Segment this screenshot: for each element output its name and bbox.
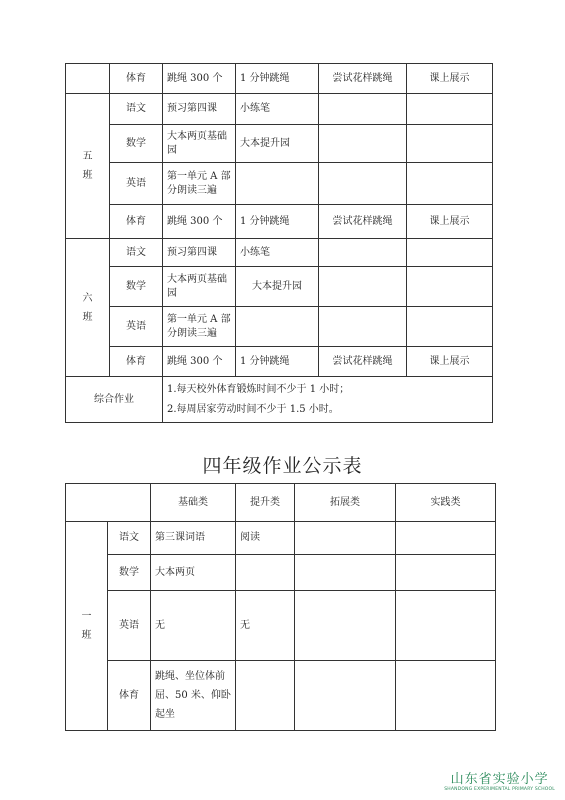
subject-cell: 语文 [110, 239, 163, 267]
summary-line: 2.每周居家劳动时间不少于 1.5 小时。 [167, 403, 339, 415]
subject-cell: 英语 [110, 163, 163, 205]
improve-cell: 1 分钟跳绳 [236, 347, 319, 377]
practice-cell [407, 307, 493, 347]
practice-cell: 课上展示 [407, 347, 493, 377]
subject-cell: 语文 [110, 94, 163, 125]
practice-cell [407, 267, 493, 307]
basic-cell: 预习第四课 [163, 94, 236, 125]
extend-cell: 尝试花样跳绳 [319, 205, 407, 239]
subject-cell: 体育 [108, 661, 151, 731]
improve-cell: 小练笔 [236, 239, 319, 267]
extend-cell: 尝试花样跳绳 [319, 347, 407, 377]
extend-cell [295, 661, 396, 731]
basic-cell: 无 [151, 591, 236, 661]
improve-cell [236, 661, 295, 731]
table-row [66, 125, 493, 163]
table-row [66, 267, 493, 307]
basic-cell: 跳绳、坐位体前屈、50 米、仰卧起坐 [151, 661, 236, 731]
table-row [66, 94, 493, 125]
basic-cell: 第三课词语 [151, 522, 236, 555]
basic-cell: 大本两页基础园 [163, 267, 236, 307]
practice-cell [396, 661, 496, 731]
improve-cell: 大本提升园 [236, 125, 319, 163]
improve-cell: 无 [236, 591, 295, 661]
practice-cell [407, 239, 493, 267]
school-logo-en: SHANDONG EXPERIMENTAL PRIMARY SCHOOL [444, 787, 555, 792]
header-cell [66, 484, 151, 522]
basic-cell: 第一单元 A 部分朗读三遍 [163, 163, 236, 205]
basic-cell: 跳绳 300 个 [163, 205, 236, 239]
extend-cell [295, 555, 396, 591]
table-header-row [66, 484, 496, 522]
practice-cell: 课上展示 [407, 64, 493, 94]
class-label: 五 班 [66, 94, 110, 239]
basic-cell: 跳绳 300 个 [163, 347, 236, 377]
summary-content [163, 377, 493, 423]
basic-cell: 大本两页基础园 [163, 125, 236, 163]
practice-cell [407, 125, 493, 163]
practice-cell [396, 522, 496, 555]
summary-line: 1.每天校外体育锻炼时间不少于 1 小时； [167, 384, 350, 395]
improve-cell: 阅读 [236, 522, 295, 555]
practice-cell [407, 163, 493, 205]
improve-cell [236, 307, 319, 347]
header-cell: 提升类 [236, 484, 295, 522]
table-row [66, 555, 496, 591]
improve-cell: 1 分钟跳绳 [236, 64, 319, 94]
subject-cell: 体育 [110, 347, 163, 377]
extend-cell: 尝试花样跳绳 [319, 64, 407, 94]
improve-cell: 1 分钟跳绳 [236, 205, 319, 239]
subject-cell: 英语 [108, 591, 151, 661]
header-cell: 实践类 [396, 484, 496, 522]
basic-cell: 跳绳 300 个 [163, 64, 236, 94]
extend-cell [295, 522, 396, 555]
subject-cell: 数学 [110, 125, 163, 163]
table-row [66, 163, 493, 205]
extend-cell [319, 267, 407, 307]
subject-cell: 英语 [110, 307, 163, 347]
extend-cell [319, 307, 407, 347]
subject-cell: 语文 [108, 522, 151, 555]
practice-cell [407, 94, 493, 125]
school-logo-cn: 山东省实验小学 [450, 772, 549, 787]
header-cell: 拓展类 [295, 484, 396, 522]
improve-cell: 大本提升园 [236, 267, 319, 307]
header-cell: 基础类 [151, 484, 236, 522]
subject-cell: 数学 [108, 555, 151, 591]
improve-cell: 小练笔 [236, 94, 319, 125]
subject-cell: 体育 [110, 64, 163, 94]
subject-cell: 体育 [110, 205, 163, 239]
class-label: 六 班 [66, 239, 110, 377]
table-row [66, 522, 496, 555]
table-row [66, 347, 493, 377]
table-row [66, 64, 493, 94]
homework-table-top [65, 63, 493, 423]
improve-cell [236, 163, 319, 205]
table-row [66, 239, 493, 267]
extend-cell [319, 94, 407, 125]
table-row [66, 377, 493, 423]
table-cell [66, 64, 110, 94]
practice-cell [396, 555, 496, 591]
class-label: 一 班 [66, 522, 108, 731]
section-title: 四年级作业公示表 [202, 455, 363, 477]
table-row [66, 205, 493, 239]
basic-cell: 第一单元 A 部分朗读三遍 [163, 307, 236, 347]
extend-cell [319, 125, 407, 163]
practice-cell [396, 591, 496, 661]
improve-cell [236, 555, 295, 591]
summary-label: 综合作业 [66, 377, 163, 423]
subject-cell: 数学 [110, 267, 163, 307]
table-row [66, 591, 496, 661]
extend-cell [319, 239, 407, 267]
practice-cell: 课上展示 [407, 205, 493, 239]
homework-table-grade4 [65, 483, 496, 731]
extend-cell [319, 163, 407, 205]
table-row [66, 661, 496, 731]
table-row [66, 307, 493, 347]
school-logo [444, 768, 555, 792]
basic-cell: 预习第四课 [163, 239, 236, 267]
basic-cell: 大本两页 [151, 555, 236, 591]
extend-cell [295, 591, 396, 661]
